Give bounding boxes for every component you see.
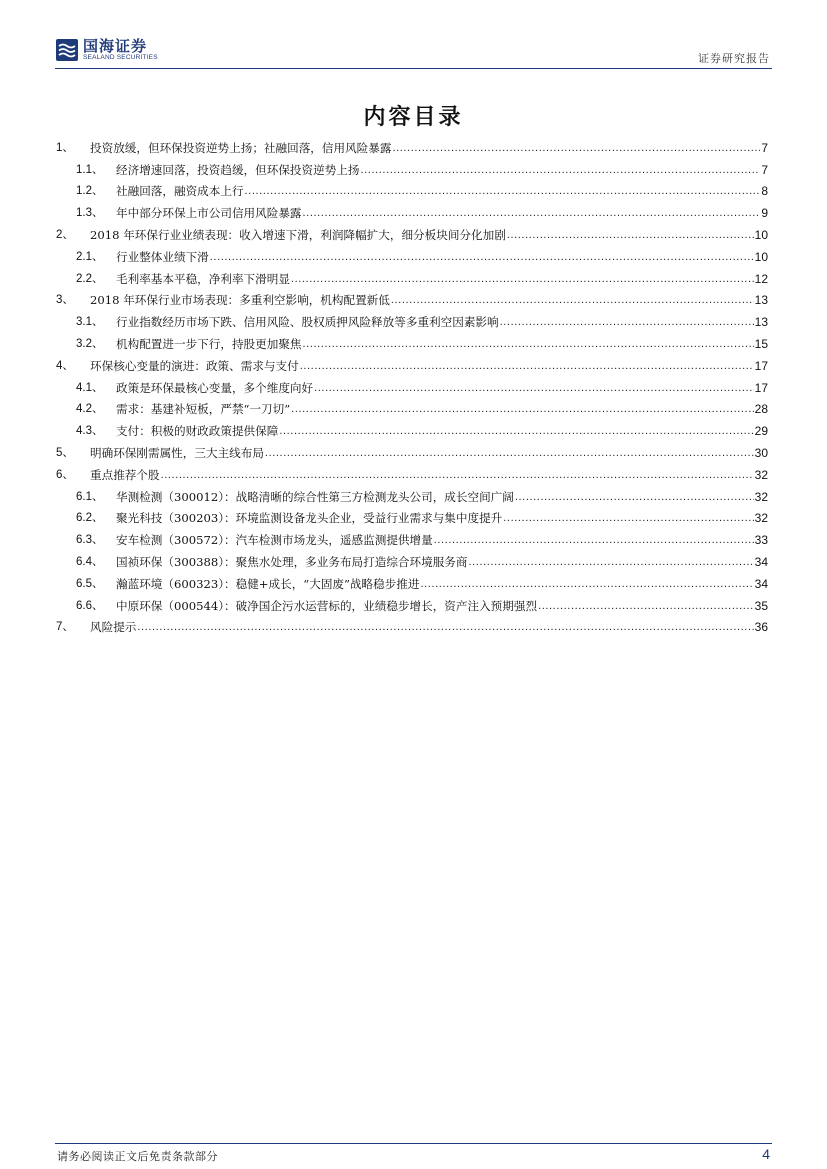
toc-entry-title: 环保核心变量的演进：政策、需求与支付 — [90, 358, 299, 373]
toc-entry-page: 32 — [754, 489, 768, 504]
toc-entry-number: 2、 — [56, 229, 74, 242]
toc-entry-title: 华测检测（300012）：战略清晰的综合性第三方检测龙头公司，成长空间广阔 — [116, 489, 514, 504]
toc-entry-number: 6.3、 — [76, 534, 104, 547]
toc-dot-leader — [279, 424, 753, 438]
toc-dot-leader — [538, 599, 754, 613]
toc-entry-page: 29 — [754, 424, 768, 439]
toc-entry-number: 6.6、 — [76, 599, 104, 612]
toc-subsection-entry[interactable] — [56, 420, 768, 442]
toc-entry-page: 17 — [754, 380, 768, 395]
toc-entry-page: 33 — [754, 533, 768, 548]
toc-entry-number: 6.2、 — [76, 512, 104, 525]
toc-entry-title: 需求：基建补短板，严禁“一刀切” — [116, 402, 291, 417]
toc-entry-page: 17 — [754, 358, 768, 373]
report-type-label: 证券研究报告 — [698, 52, 770, 65]
toc-entry-title: 经济增速回落，投资趋缓，但环保投资逆势上扬 — [116, 162, 360, 177]
toc-entry-title: 重点推荐个股 — [90, 467, 160, 482]
toc-dot-leader — [391, 293, 754, 307]
toc-entry-number: 4.2、 — [76, 403, 104, 416]
footer-divider — [55, 1143, 772, 1144]
toc-entry-title: 行业整体业绩下滑 — [116, 249, 209, 264]
toc-entry-page: 7 — [761, 140, 768, 155]
toc-entry-number: 4.1、 — [76, 381, 104, 394]
toc-section-entry[interactable] — [56, 224, 768, 246]
toc-entry-title: 投资放缓，但环保投资逆势上扬；社融回落，信用风险暴露 — [90, 140, 392, 155]
toc-entry-page: 28 — [754, 402, 768, 417]
toc-entry-title: 年中部分环保上市公司信用风险暴露 — [116, 206, 302, 221]
toc-subsection-entry[interactable] — [56, 486, 768, 508]
header-divider — [55, 68, 772, 69]
toc-dot-leader — [360, 163, 760, 177]
toc-entry-page: 7 — [761, 162, 768, 177]
disclaimer-note: 请务必阅读正文后免责条款部分 — [57, 1150, 218, 1163]
toc-subsection-entry[interactable] — [56, 268, 768, 290]
toc-entry-title: 2018 年环保行业市场表现：多重利空影响，机构配置新低 — [90, 293, 390, 308]
toc-entry-number: 6、 — [56, 468, 74, 481]
toc-subsection-entry[interactable] — [56, 181, 768, 203]
toc-dot-leader — [300, 359, 754, 373]
toc-entry-page: 32 — [754, 467, 768, 482]
sealand-logo-icon — [55, 38, 79, 62]
toc-entry-title: 聚光科技（300203）：环境监测设备龙头企业，受益行业需求与集中度提升 — [116, 511, 503, 526]
toc-dot-leader — [210, 250, 754, 264]
toc-dot-leader — [392, 141, 760, 155]
toc-entry-number: 3.1、 — [76, 316, 104, 329]
toc-dot-leader — [137, 620, 753, 634]
toc-entry-number: 3.2、 — [76, 338, 104, 351]
toc-dot-leader — [500, 315, 754, 329]
logo-english-name: SEALAND SECURITIES — [83, 54, 158, 61]
toc-subsection-entry[interactable] — [56, 551, 768, 573]
toc-dot-leader — [161, 468, 754, 482]
toc-entry-number: 4.3、 — [76, 425, 104, 438]
toc-dot-leader — [469, 555, 754, 569]
toc-entry-page: 13 — [754, 293, 768, 308]
toc-dot-leader — [507, 228, 754, 242]
toc-entry-title: 瀚蓝环境（600323）：稳健+成长，“大固废”战略稳步推进 — [116, 576, 420, 591]
toc-dot-leader — [515, 490, 754, 504]
toc-entry-title: 行业指数经历市场下跌、信用风险、股权质押风险释放等多重利空因素影响 — [116, 315, 499, 330]
page-number: 4 — [762, 1146, 770, 1162]
toc-entry-title: 明确环保刚需属性，三大主线布局 — [90, 446, 264, 461]
toc-dot-leader — [303, 337, 754, 351]
toc-title: 内容目录 — [363, 105, 464, 130]
toc-section-entry[interactable] — [56, 464, 768, 486]
toc-entry-number: 2.2、 — [76, 272, 104, 285]
toc-entry-number: 6.1、 — [76, 490, 104, 503]
toc-section-entry[interactable] — [56, 290, 768, 312]
toc-entry-number: 5、 — [56, 447, 74, 460]
toc-subsection-entry[interactable] — [56, 595, 768, 617]
toc-subsection-entry[interactable] — [56, 246, 768, 268]
toc-subsection-entry[interactable] — [56, 159, 768, 181]
toc-dot-leader — [265, 446, 754, 460]
toc-entry-title: 毛利率基本平稳，净利率下滑明显 — [116, 271, 290, 286]
toc-entry-title: 机构配置进一步下行，持股更加聚焦 — [116, 337, 302, 352]
toc-entry-page: 34 — [754, 555, 768, 570]
company-logo — [55, 38, 158, 62]
toc-subsection-entry[interactable] — [56, 508, 768, 530]
toc-subsection-entry[interactable] — [56, 377, 768, 399]
toc-entry-number: 1.1、 — [76, 163, 104, 176]
toc-entry-page: 10 — [754, 228, 768, 243]
toc-entry-number: 6.5、 — [76, 577, 104, 590]
toc-entry-number: 4、 — [56, 359, 74, 372]
toc-entry-page: 12 — [754, 271, 768, 286]
toc-dot-leader — [503, 511, 753, 525]
toc-section-entry[interactable] — [56, 137, 768, 159]
table-of-contents — [56, 137, 768, 638]
toc-entry-title: 国祯环保（300388）：聚焦水处理，多业务布局打造综合环境服务商 — [116, 555, 468, 570]
toc-entry-number: 6.4、 — [76, 556, 104, 569]
toc-entry-title: 安车检测（300572）：汽车检测市场龙头，遥感监测提供增量 — [116, 533, 433, 548]
toc-dot-leader — [314, 381, 754, 395]
toc-entry-page: 10 — [754, 249, 768, 264]
toc-subsection-entry[interactable] — [56, 311, 768, 333]
toc-section-entry[interactable] — [56, 355, 768, 377]
toc-entry-number: 2.1、 — [76, 250, 104, 263]
page-header — [55, 38, 770, 68]
toc-entry-page: 32 — [754, 511, 768, 526]
toc-entry-page: 9 — [761, 206, 768, 221]
toc-entry-page: 13 — [754, 315, 768, 330]
toc-dot-leader — [303, 206, 761, 220]
logo-chinese-name: 国海证券 — [83, 37, 148, 55]
toc-entry-title: 中原环保（000544）：破净国企污水运营标的，业绩稳步增长，资产注入预期强烈 — [116, 598, 538, 613]
toc-entry-title: 2018 年环保行业业绩表现：收入增速下滑，利润降幅扩大，细分板块间分化加剧 — [90, 228, 506, 243]
toc-subsection-entry[interactable] — [56, 202, 768, 224]
toc-entry-title: 社融回落，融资成本上行 — [116, 184, 244, 199]
toc-dot-leader — [421, 577, 754, 591]
toc-section-entry[interactable] — [56, 442, 768, 464]
toc-dot-leader — [245, 184, 761, 198]
toc-entry-number: 1、 — [56, 141, 74, 154]
toc-entry-page: 34 — [754, 576, 768, 591]
toc-entry-number: 1.3、 — [76, 207, 104, 220]
toc-section-entry[interactable] — [56, 617, 768, 639]
toc-subsection-entry[interactable] — [56, 573, 768, 595]
toc-entry-page: 15 — [754, 337, 768, 352]
toc-entry-page: 30 — [754, 446, 768, 461]
toc-entry-title: 风险提示 — [90, 620, 137, 635]
toc-subsection-entry[interactable] — [56, 399, 768, 421]
toc-dot-leader — [291, 272, 754, 286]
toc-entry-number: 3、 — [56, 294, 74, 307]
toc-entry-page: 35 — [754, 598, 768, 613]
toc-entry-title: 政策是环保最核心变量，多个维度向好 — [116, 380, 314, 395]
toc-subsection-entry[interactable] — [56, 529, 768, 551]
toc-dot-leader — [434, 533, 754, 547]
toc-entry-number: 1.2、 — [76, 185, 104, 198]
toc-entry-title: 支付：积极的财政政策提供保障 — [116, 424, 279, 439]
toc-dot-leader — [291, 402, 753, 416]
toc-entry-page: 36 — [754, 620, 768, 635]
toc-subsection-entry[interactable] — [56, 333, 768, 355]
toc-entry-page: 8 — [761, 184, 768, 199]
toc-entry-number: 7、 — [56, 621, 74, 634]
